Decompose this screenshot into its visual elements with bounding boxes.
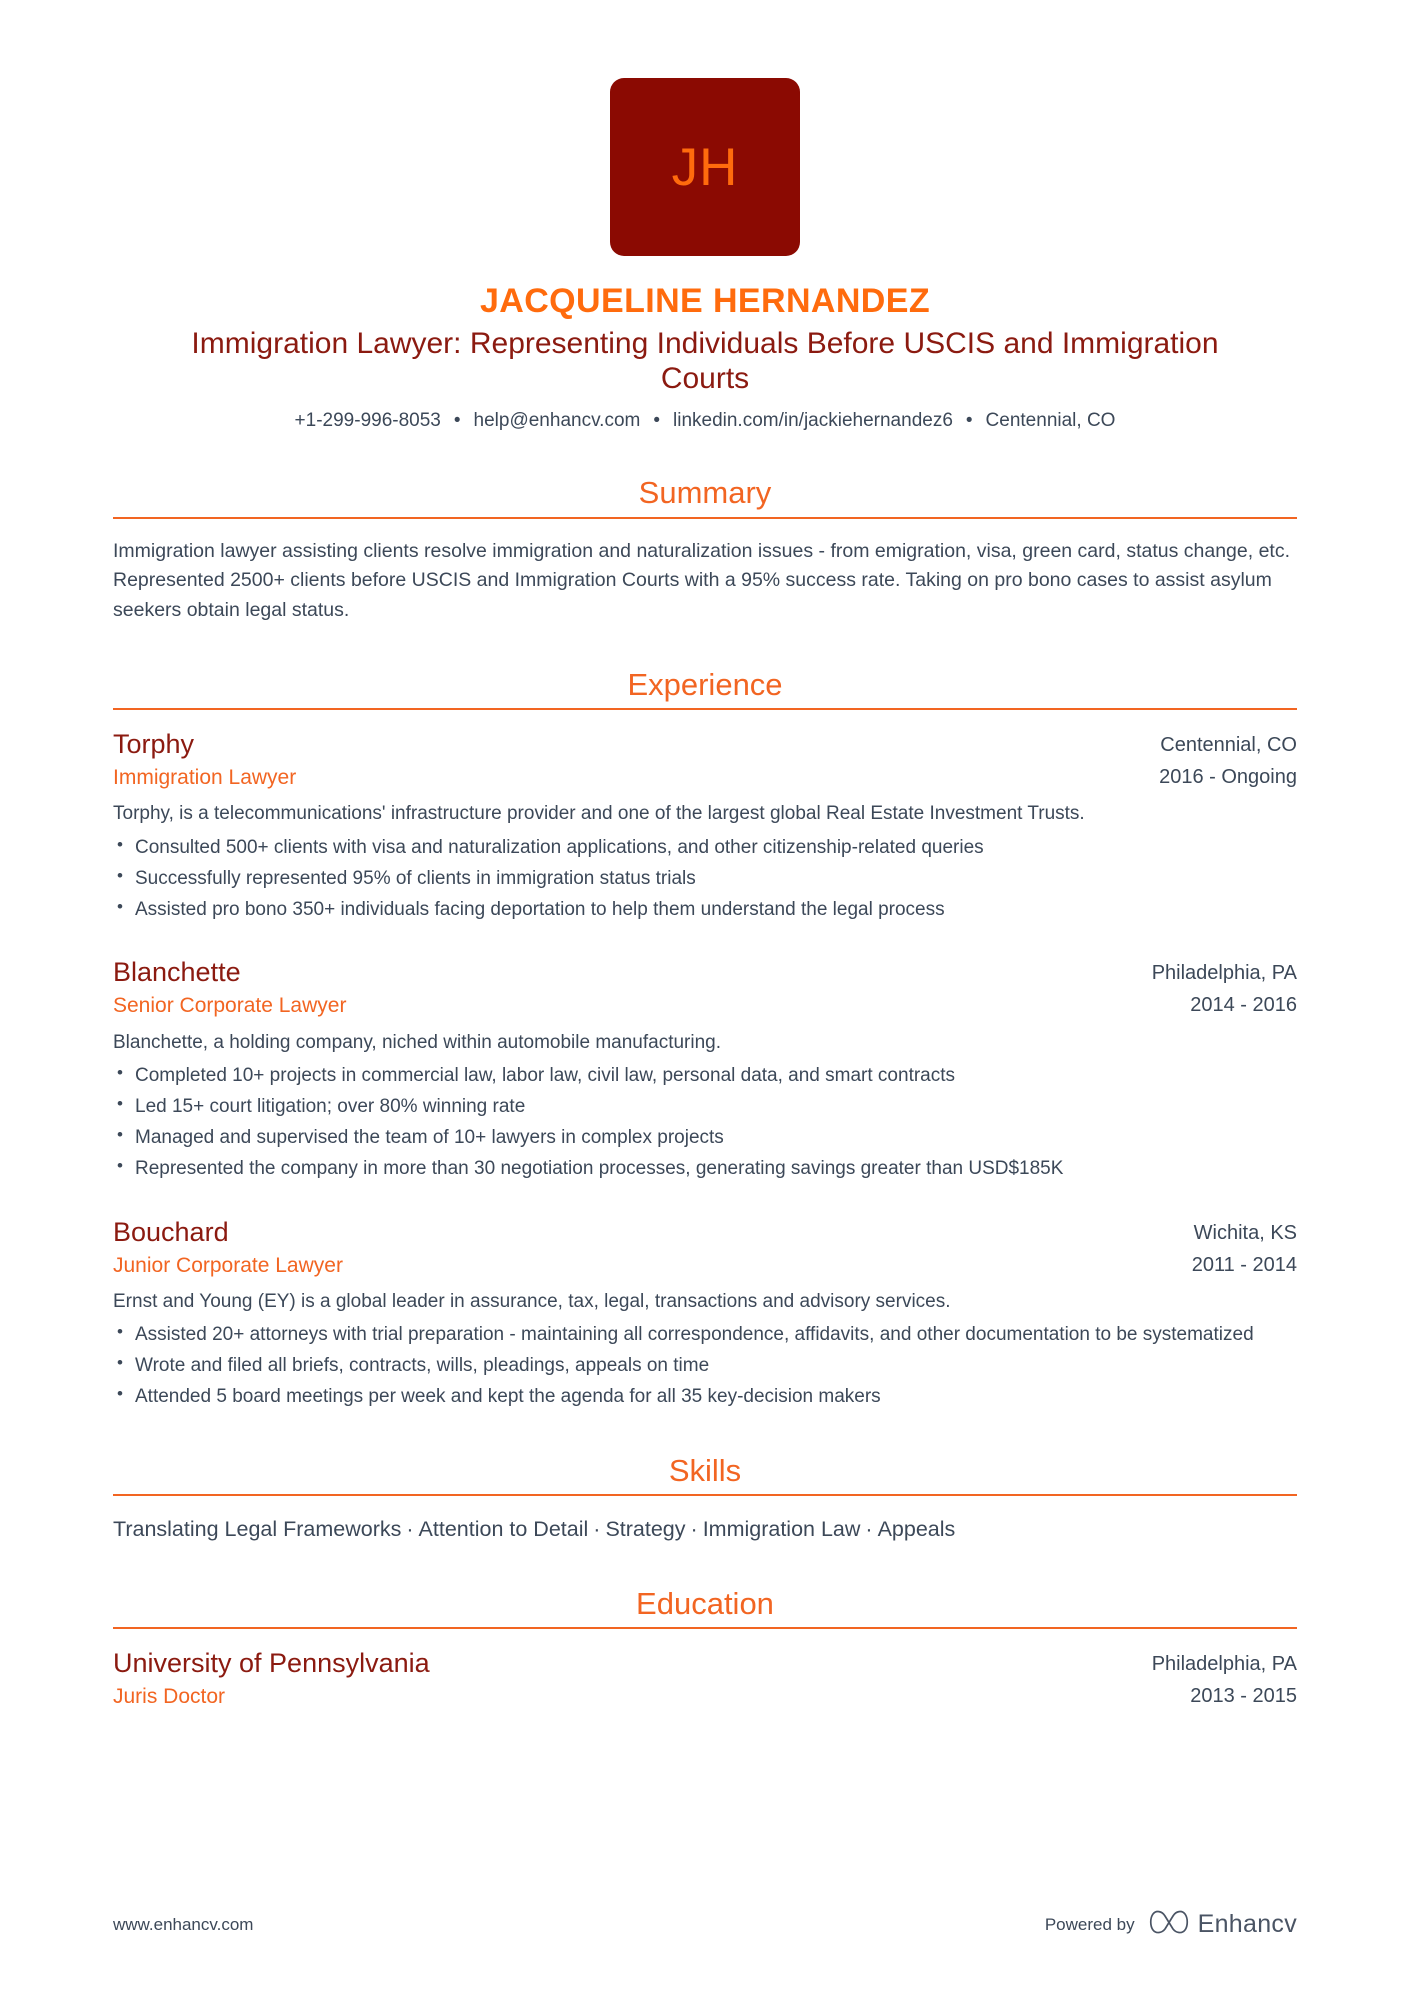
footer-website[interactable]: www.enhancv.com [113, 1914, 254, 1934]
entry-dates: 2014 - 2016 [1190, 994, 1297, 1017]
entry [113, 956, 1297, 1183]
section-divider [113, 708, 1297, 710]
entry-role: Junior Corporate Lawyer [113, 1253, 343, 1277]
entry-dates: 2016 - Ongoing [1159, 766, 1297, 789]
entry-primary [113, 728, 1135, 791]
entry-role: Senior Corporate Lawyer [113, 994, 347, 1018]
contact-separator-icon: • [453, 409, 461, 431]
enhancv-brand [1149, 1909, 1297, 1940]
entry-description: Ernst and Young (EY) is a global leader in assurance, tax, legal, transactions and advisory services. [113, 1290, 951, 1312]
entry-bullet: • Consulted 500+ clients with visa and naturalization applications, and other citizenship-related queries [113, 834, 1297, 863]
entry [113, 1647, 1297, 1710]
entry-bullet: • Attended 5 board meetings per week and kept the agenda for all 35 key-decision makers [113, 1383, 1297, 1412]
summary-text: Immigration lawyer assisting clients resolve immigration and naturalization issues - from emigration, visa, green card, status change, etc. Represented 2500+ clients before USCIS and Immigration Courts with a 95% success rate. Taking on pro bono cases to assist asylum seekers obtain legal status. [113, 539, 1291, 622]
entry-bullet-list [113, 1321, 1297, 1412]
footer-branding [1045, 1909, 1297, 1940]
enhancv-logo-icon [1149, 1909, 1189, 1940]
entry-bullet: • Successfully represented 95% of clients in immigration status trials [113, 865, 1297, 894]
section-title-education: Education [636, 1586, 774, 1622]
contact-email[interactable]: help@enhancv.com [473, 409, 641, 431]
entry-organization: Torphy [113, 729, 195, 760]
section-title-skills: Skills [668, 1453, 742, 1489]
entry-header [113, 1216, 1297, 1279]
entry-bullet-list [113, 1062, 1297, 1184]
entry-primary [113, 1647, 1128, 1710]
entry-location: Philadelphia, PA [1151, 1653, 1297, 1676]
section-experience [113, 668, 1297, 1412]
experience-entry-list [113, 728, 1297, 1412]
entry-bullet: • Represented the company in more than 30 negotiation processes, generating savings greater than USD$185K [113, 1155, 1297, 1184]
resume-header [113, 78, 1297, 434]
entry-bullet: • Managed and supervised the team of 10+ lawyers in complex projects [113, 1124, 1297, 1153]
avatar [610, 78, 800, 256]
entry-primary [113, 956, 1128, 1019]
skill-item: Attention to Detail [418, 1517, 589, 1542]
entry [113, 728, 1297, 924]
entry-primary [113, 1216, 1168, 1279]
entry-organization: University of Pennsylvania [113, 1648, 430, 1679]
entry-role: Immigration Lawyer [113, 766, 297, 790]
skill-item: Appeals [877, 1517, 956, 1542]
entry-organization: Bouchard [113, 1216, 229, 1247]
skill-separator-icon: · [865, 1517, 873, 1542]
contact-separator-icon: • [965, 409, 973, 431]
contact-separator-icon: • [653, 409, 660, 431]
contact-phone[interactable]: +1-299-996-8053 [294, 409, 441, 431]
entry [113, 1216, 1297, 1412]
powered-by-label: Powered by [1044, 1914, 1135, 1934]
entry-dates: 2011 - 2014 [1191, 1253, 1297, 1276]
section-education [113, 1587, 1297, 1710]
skill-item: Strategy [605, 1517, 686, 1542]
candidate-name: JACQUELINE HERNANDEZ [479, 282, 931, 320]
entry-dates: 2013 - 2015 [1190, 1685, 1297, 1708]
entry-meta [1152, 956, 1297, 1019]
entry-location: Wichita, KS [1193, 1221, 1297, 1244]
skills-list [113, 1514, 1297, 1545]
entry-description: Torphy, is a telecommunications' infrastructure provider and one of the largest global Real Estate Investment Trusts. [113, 803, 1085, 825]
section-title-experience: Experience [627, 667, 783, 703]
section-title-summary: Summary [638, 475, 772, 511]
contact-info-row [113, 408, 1297, 435]
entry-bullet-list [113, 834, 1297, 925]
skill-separator-icon: · [406, 1517, 414, 1542]
entry-meta [1152, 1647, 1297, 1710]
entry-bullet: • Wrote and filed all briefs, contracts, wills, pleadings, appeals on time [113, 1352, 1297, 1381]
skill-separator-icon: · [690, 1517, 698, 1542]
entry-header [113, 1647, 1297, 1710]
enhancv-brand-name: Enhancv [1197, 1910, 1297, 1938]
avatar-initials: JH [671, 137, 739, 197]
education-entry-list [113, 1647, 1297, 1710]
entry-location: Centennial, CO [1160, 734, 1297, 757]
section-summary [113, 476, 1297, 626]
resume-footer [0, 1909, 1410, 1940]
section-divider [113, 1494, 1297, 1496]
skill-item: Translating Legal Frameworks [113, 1517, 402, 1542]
contact-linkedin[interactable]: linkedin.com/in/jackiehernandez6 [673, 409, 953, 431]
entry-bullet: • Completed 10+ projects in commercial law, labor law, civil law, personal data, and smart contracts [113, 1062, 1297, 1091]
entry-header [113, 956, 1297, 1019]
entry-meta [1192, 1216, 1297, 1279]
contact-location: Centennial, CO [985, 409, 1116, 431]
section-skills [113, 1454, 1297, 1545]
section-divider [113, 1627, 1297, 1629]
section-divider [113, 517, 1297, 519]
entry-header [113, 728, 1297, 791]
entry-role: Juris Doctor [113, 1685, 226, 1709]
skill-item: Immigration Law [702, 1517, 861, 1542]
skill-separator-icon: · [593, 1517, 601, 1542]
entry-bullet: • Assisted pro bono 350+ individuals facing deportation to help them understand the legal process [113, 896, 1297, 925]
entry-meta [1159, 728, 1297, 791]
entry-organization: Blanchette [113, 957, 241, 988]
candidate-headline: Immigration Lawyer: Representing Individuals Before USCIS and Immigration Courts [191, 327, 1219, 396]
entry-bullet: • Assisted 20+ attorneys with trial preparation - maintaining all correspondence, affidavits, and other documentation to be systematized [113, 1321, 1297, 1350]
entry-bullet: • Led 15+ court litigation; over 80% winning rate [113, 1093, 1297, 1122]
entry-description: Blanchette, a holding company, niched within automobile manufacturing. [113, 1031, 722, 1053]
entry-location: Philadelphia, PA [1151, 962, 1297, 985]
